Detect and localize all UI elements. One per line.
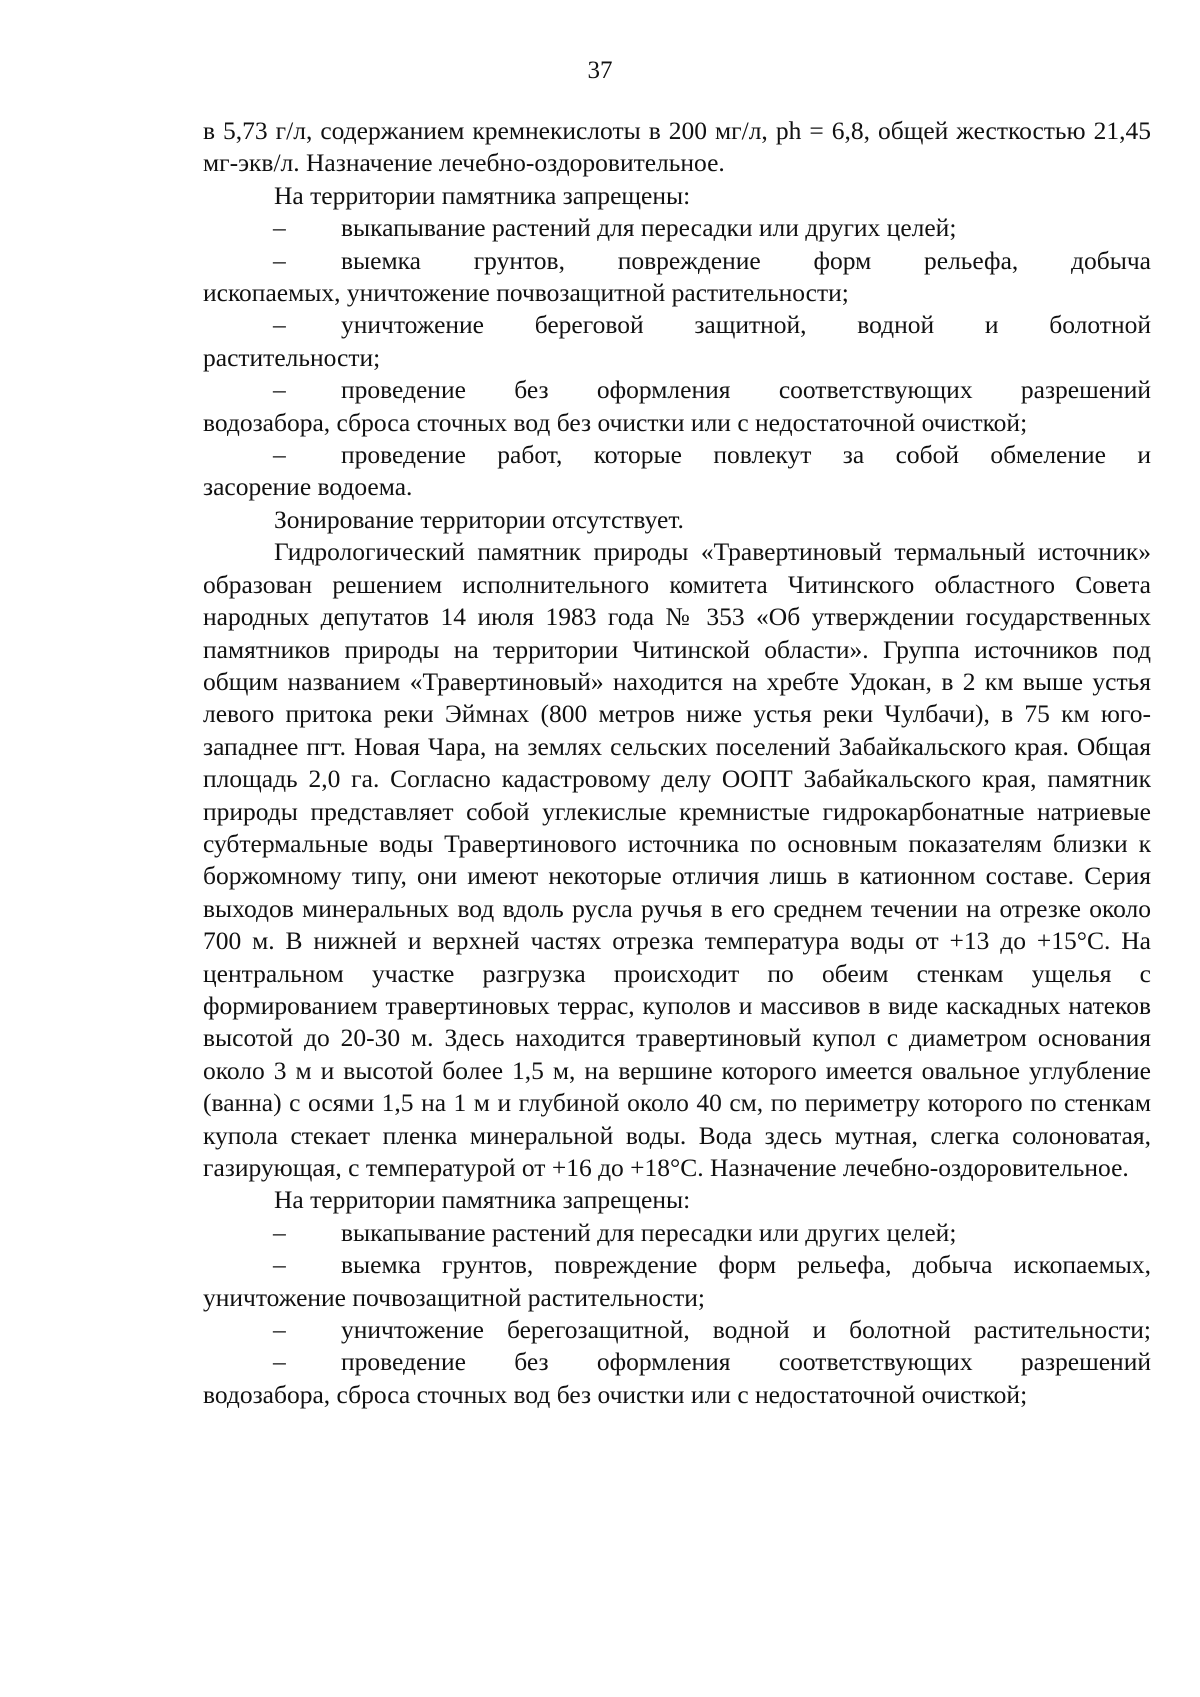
page-number: 37 bbox=[587, 57, 613, 84]
list-item-text: проведение без оформления соответствующих разрешений bbox=[341, 375, 1151, 405]
zoning-statement: Зонирование территории отсутствует. bbox=[274, 504, 684, 534]
prohibited-list-1 bbox=[203, 212, 1151, 504]
list-item-continuation: растительности; bbox=[203, 342, 381, 372]
main-paragraph: Гидрологический памятник природы «Травертиновый термальный источник» образован решением исполнительного комитета Читинского областного Совета народных депутатов 14 июля 1983 года № 353 «Об утверждении государственных памятников природы на территории Читинской области». Группа источников под общим названием «Травертиновый» находится на хребте Удокан, в 2 км выше устья левого притока реки Эймнах (800 метров ниже устья реки Чулбачи), в 75 км юго-западнее пгт. Новая Чара, на землях сельских поселений Забайкальского края. Общая площадь 2,0 га. Согласно кадастровому делу ООПТ Забайкальского края, памятник природы представляет собой углекислые кремнистые гидрокарбонатные натриевые субтермальные воды Травертинового источника по основным показателям близки к боржомному типу, они имеют некоторые отличия лишь в катионном составе. Серия выходов минеральных вод вдоль русла ручья в его среднем течении на отрезке около 700 м. В нижней и верхней частях отрезка температура воды от +13 до +15°С. На центральном участке разгрузка происходит по обеим стенкам ущелья с формированием травертиновых террас, куполов и массивов в виде каскадных натеков высотой до 20-30 м. Здесь находится травертиновый купол с диаметром основания около 3 м и высотой более 1,5 м, на вершине которого имеется овальное углубление (ванна) с осями 1,5 на 1 м и глубиной около 40 см, по периметру которого по стенкам купола стекает пленка минеральной воды. Вода здесь мутная, слегка солоноватая, газирующая, с температурой от +16 до +18°С. Назначение лечебно-оздоровительное. bbox=[203, 537, 1151, 1182]
list-item-text: выкапывание растений для пересадки или других целей; bbox=[341, 1217, 957, 1247]
list-item-continuation: уничтожение почвозащитной растительности; bbox=[203, 1282, 706, 1312]
list-item bbox=[203, 1249, 1151, 1314]
dash-marker: – bbox=[273, 1250, 286, 1280]
list-item-text: выкапывание растений для пересадки или других целей; bbox=[341, 213, 957, 243]
list-item bbox=[203, 1217, 1151, 1249]
dash-marker: – bbox=[273, 375, 286, 405]
dash-marker: – bbox=[273, 1217, 286, 1247]
dash-marker: – bbox=[273, 1315, 286, 1345]
list-item-text: выемка грунтов, повреждение форм рельефа, добыча bbox=[341, 245, 1151, 275]
list-item bbox=[203, 309, 1151, 374]
list-item bbox=[203, 212, 1151, 244]
list-item bbox=[203, 245, 1151, 310]
prohibited-heading-2: На территории памятника запрещены: bbox=[274, 1185, 691, 1215]
list-item-text: уничтожение берегозащитной, водной и болотной растительности; bbox=[341, 1315, 1151, 1345]
dash-marker: – bbox=[273, 245, 286, 275]
prohibited-heading-1: На территории памятника запрещены: bbox=[274, 180, 691, 210]
list-item-text: уничтожение береговой защитной, водной и болотной bbox=[341, 310, 1151, 340]
list-item-continuation: водозабора, сброса сточных вод без очистки или с недостаточной очисткой; bbox=[203, 1379, 1028, 1409]
document-body bbox=[203, 115, 1151, 1411]
dash-marker: – bbox=[273, 440, 286, 470]
dash-marker: – bbox=[273, 310, 286, 340]
paragraph-continuation: в 5,73 г/л, содержанием кремнекислоты в 200 мг/л, ph = 6,8, общей жесткостью 21,45 мг-экв/л. Назначение лечебно-оздоровительное. bbox=[203, 116, 1151, 178]
list-item bbox=[203, 1314, 1151, 1346]
list-item-text: проведение работ, которые повлекут за собой обмеление и bbox=[341, 440, 1151, 470]
list-item-text: выемка грунтов, повреждение форм рельефа, добыча ископаемых, bbox=[341, 1250, 1151, 1280]
list-item bbox=[203, 1346, 1151, 1411]
dash-marker: – bbox=[273, 1347, 286, 1377]
list-item bbox=[203, 374, 1151, 439]
list-item-text: проведение без оформления соответствующих разрешений bbox=[341, 1347, 1151, 1377]
dash-marker: – bbox=[273, 213, 286, 243]
list-item-continuation: водозабора, сброса сточных вод без очистки или с недостаточной очисткой; bbox=[203, 407, 1028, 437]
list-item-continuation: ископаемых, уничтожение почвозащитной растительности; bbox=[203, 278, 849, 308]
prohibited-list-2 bbox=[203, 1217, 1151, 1411]
list-item-continuation: засорение водоема. bbox=[203, 472, 413, 502]
list-item bbox=[203, 439, 1151, 504]
